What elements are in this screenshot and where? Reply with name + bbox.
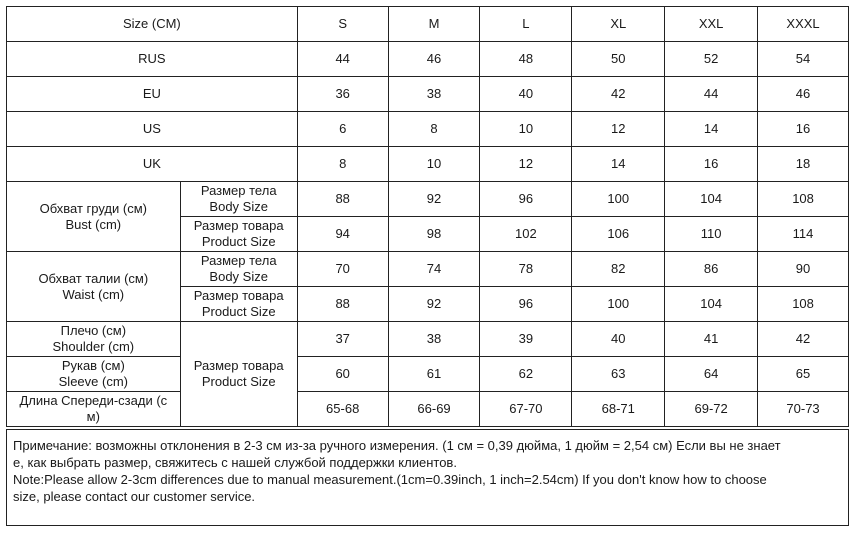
table-cell: 96 [480, 287, 572, 322]
waist-label [7, 252, 181, 322]
bust-label-ru: Обхват груди (см) [39, 200, 147, 216]
table-cell: 98 [388, 217, 480, 252]
shoulder-label-ru: Плечо (см) [60, 323, 127, 338]
table-cell: 39 [480, 322, 572, 357]
table-cell: 60 [297, 357, 388, 392]
table-cell: 86 [665, 252, 758, 287]
table-cell: 70-73 [758, 392, 849, 427]
waist-label-ru: Обхват талии (см) [38, 270, 149, 286]
waist-product-label [180, 287, 297, 322]
note-ru-line1: Примечание: возможны отклонения в 2-3 см из-за ручного измерения. (1 см = 0,39 дюйма, 1 дюйм = 2,54 см) Если вы не знает [13, 438, 781, 453]
table-cell: 12 [480, 147, 572, 182]
size-chart-table [6, 6, 849, 427]
waist-body-label [180, 252, 297, 287]
table-cell: 66-69 [388, 392, 480, 427]
table-cell: 38 [388, 77, 480, 112]
table-cell: 42 [572, 77, 665, 112]
table-cell: 74 [388, 252, 480, 287]
table-cell: 14 [572, 147, 665, 182]
table-cell: 108 [758, 287, 849, 322]
size-xxl-header: XXL [665, 7, 758, 42]
shoulder-label [7, 322, 181, 357]
table-cell: 88 [297, 287, 388, 322]
product-size-label-en: Product Size [201, 234, 276, 249]
product-size-label-ru: Размер товара [193, 358, 284, 373]
table-row [7, 392, 849, 427]
table-cell: 10 [388, 147, 480, 182]
bust-body-label [180, 182, 297, 217]
table-cell: 14 [665, 112, 758, 147]
table-cell: 8 [297, 147, 388, 182]
table-cell: 100 [572, 182, 665, 217]
table-cell: 104 [665, 287, 758, 322]
size-xl-header: XL [572, 7, 665, 42]
bust-label-en: Bust (cm) [65, 216, 122, 232]
table-cell: 78 [480, 252, 572, 287]
length-label-line2: м) [86, 409, 100, 424]
measure-type-label [180, 322, 297, 427]
sleeve-label [7, 357, 181, 392]
table-cell: 42 [758, 322, 849, 357]
header-row [7, 7, 849, 42]
table-cell: 92 [388, 182, 480, 217]
table-cell: 54 [758, 42, 849, 77]
table-cell: 70 [297, 252, 388, 287]
note-en-line2: size, please contact our customer service. [13, 489, 256, 504]
table-cell: 69-72 [665, 392, 758, 427]
header-label: Size (CM) [7, 7, 298, 42]
table-cell: 96 [480, 182, 572, 217]
table-cell: 40 [480, 77, 572, 112]
table-cell: 36 [297, 77, 388, 112]
table-cell: 104 [665, 182, 758, 217]
bust-label [7, 182, 181, 252]
table-cell: 6 [297, 112, 388, 147]
table-cell: 64 [665, 357, 758, 392]
table-cell: 44 [297, 42, 388, 77]
table-cell: 50 [572, 42, 665, 77]
table-cell: 68-71 [572, 392, 665, 427]
table-cell: 102 [480, 217, 572, 252]
table-cell: 52 [665, 42, 758, 77]
shoulder-label-en: Shoulder (cm) [52, 339, 135, 354]
table-cell: 82 [572, 252, 665, 287]
table-row [7, 252, 849, 287]
table-cell: 37 [297, 322, 388, 357]
table-cell: 41 [665, 322, 758, 357]
product-size-label-en: Product Size [201, 304, 276, 319]
product-size-label-ru: Размер товара [193, 218, 284, 233]
table-row [7, 77, 849, 112]
table-cell: 108 [758, 182, 849, 217]
table-cell: 10 [480, 112, 572, 147]
waist-label-en: Waist (cm) [62, 286, 125, 302]
table-cell: 16 [665, 147, 758, 182]
table-cell: 38 [388, 322, 480, 357]
table-cell: 100 [572, 287, 665, 322]
row-label-eu: EU [7, 77, 298, 112]
table-cell: 46 [758, 77, 849, 112]
table-row [7, 112, 849, 147]
body-size-label-ru: Размер тела [200, 183, 277, 198]
product-size-label-en: Product Size [201, 374, 276, 389]
sleeve-label-ru: Рукав (см) [61, 358, 125, 373]
table-cell: 65-68 [297, 392, 388, 427]
row-label-rus: RUS [7, 42, 298, 77]
size-s-header: S [297, 7, 388, 42]
table-cell: 18 [758, 147, 849, 182]
table-cell: 92 [388, 287, 480, 322]
body-size-label-ru: Размер тела [200, 253, 277, 268]
length-label [7, 392, 181, 427]
note-en-line1: Note:Please allow 2-3cm differences due to manual measurement.(1cm=0.39inch, 1 inch=2.54cm) If you don't know how to choose [13, 472, 767, 487]
table-cell: 40 [572, 322, 665, 357]
table-cell: 12 [572, 112, 665, 147]
sleeve-label-en: Sleeve (cm) [58, 374, 128, 389]
table-cell: 94 [297, 217, 388, 252]
table-cell: 106 [572, 217, 665, 252]
product-size-label-ru: Размер товара [193, 288, 284, 303]
row-label-us: US [7, 112, 298, 147]
length-label-line1: Длина Спереди-сзади (с [19, 393, 168, 408]
table-cell: 63 [572, 357, 665, 392]
table-cell: 67-70 [480, 392, 572, 427]
table-cell: 16 [758, 112, 849, 147]
body-size-label-en: Body Size [209, 269, 268, 284]
note-ru-line2: е, как выбрать размер, свяжитесь с нашей службой поддержки клиентов. [13, 455, 457, 470]
table-cell: 62 [480, 357, 572, 392]
table-cell: 61 [388, 357, 480, 392]
table-row [7, 42, 849, 77]
table-cell: 8 [388, 112, 480, 147]
size-m-header: M [388, 7, 480, 42]
table-cell: 65 [758, 357, 849, 392]
table-row [7, 357, 849, 392]
size-xxxl-header: XXXL [758, 7, 849, 42]
table-cell: 46 [388, 42, 480, 77]
body-size-label-en: Body Size [209, 199, 268, 214]
table-row [7, 322, 849, 357]
table-cell: 90 [758, 252, 849, 287]
table-row [7, 182, 849, 217]
table-cell: 110 [665, 217, 758, 252]
table-row [7, 147, 849, 182]
table-cell: 114 [758, 217, 849, 252]
table-cell: 88 [297, 182, 388, 217]
table-cell: 44 [665, 77, 758, 112]
size-l-header: L [480, 7, 572, 42]
row-label-uk: UK [7, 147, 298, 182]
note-box [6, 429, 849, 526]
bust-product-label [180, 217, 297, 252]
table-cell: 48 [480, 42, 572, 77]
